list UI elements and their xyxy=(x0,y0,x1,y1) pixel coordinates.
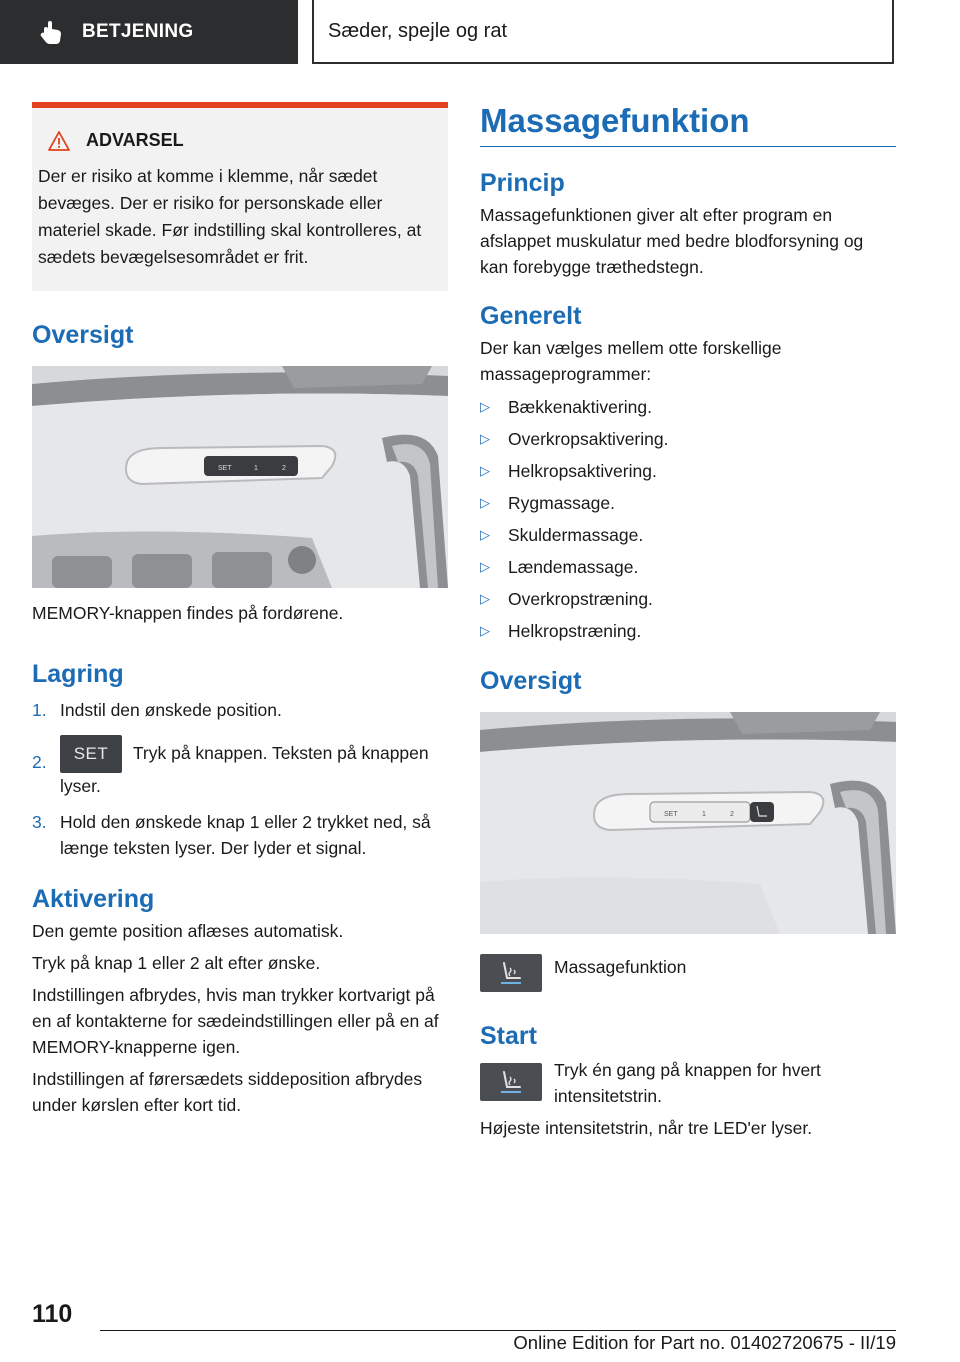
photo-set-label: SET xyxy=(218,465,232,472)
footer-rule xyxy=(100,1330,896,1331)
header-section-label: BETJENING xyxy=(82,21,194,42)
photo-button-2-label: 2 xyxy=(730,811,734,818)
step-item: 3. Hold den ønskede knap 1 eller 2 trykket ned, så længe teksten lyser. Der lyder et signal. xyxy=(32,812,431,858)
triangle-bullet-icon: ▷ xyxy=(480,527,490,542)
triangle-bullet-icon: ▷ xyxy=(480,495,490,510)
aktivering-paragraph: Tryk på knap 1 eller 2 alt efter ønske. xyxy=(32,953,321,973)
oversigt-heading-right: Oversigt xyxy=(480,667,582,695)
step-item: 1. Indstil den ønskede position. xyxy=(32,700,282,720)
warning-triangle-icon xyxy=(48,131,70,151)
massage-program-list xyxy=(480,391,896,647)
left-column xyxy=(32,102,448,1118)
door-memory-photo xyxy=(32,366,448,588)
oversigt-heading: Oversigt xyxy=(32,321,134,349)
step-item: 2. SET Tryk på knappen. Teksten på knappen lyser. xyxy=(32,735,448,799)
triangle-bullet-icon: ▷ xyxy=(480,431,490,446)
generelt-text: Der kan vælges mellem otte forskellige massageprogrammer: xyxy=(480,338,782,384)
list-item: ▷ Overkropsaktivering. xyxy=(480,428,669,449)
legend-row xyxy=(480,954,896,992)
oversigt-caption: MEMORY-knappen findes på fordørene. xyxy=(32,603,344,623)
aktivering-paragraph: Indstillingen af førersædets siddeposition afbrydes under kørslen efter kort tid. xyxy=(32,1069,423,1115)
triangle-bullet-icon: ▷ xyxy=(480,591,490,606)
triangle-bullet-icon: ▷ xyxy=(480,623,490,638)
triangle-bullet-icon: ▷ xyxy=(480,559,490,574)
list-item: ▷ Overkropstræning. xyxy=(480,588,653,609)
triangle-bullet-icon: ▷ xyxy=(480,463,490,478)
start-note: Højeste intensitetstrin, når tre LED'er lyser. xyxy=(480,1118,813,1138)
list-item: ▷ Lændemassage. xyxy=(480,556,639,577)
massage-seat-icon xyxy=(480,1063,542,1101)
legend-label: Massagefunktion xyxy=(554,957,687,977)
list-item: ▷ Helkropstræning. xyxy=(480,620,642,641)
list-item: ▷ Bækkenaktivering. xyxy=(480,396,652,417)
page-number: 110 xyxy=(32,1300,73,1328)
princip-heading: Princip xyxy=(480,169,565,197)
aktivering-paragraph: Den gemte position aflæses automatisk. xyxy=(32,921,344,941)
hand-pointer-icon xyxy=(38,19,64,45)
warning-title: ADVARSEL xyxy=(48,130,438,151)
door-massage-photo xyxy=(480,712,896,934)
start-heading: Start xyxy=(480,1022,537,1050)
photo-button-2-label: 2 xyxy=(282,465,286,472)
header-chapter-label: Sæder, spejle og rat xyxy=(328,19,507,42)
warning-box xyxy=(32,102,448,291)
triangle-bullet-icon: ▷ xyxy=(480,399,490,414)
massage-seat-icon xyxy=(480,954,542,992)
generelt-heading: Generelt xyxy=(480,302,582,330)
lagring-heading: Lagring xyxy=(32,660,124,688)
right-column xyxy=(480,102,896,1141)
aktivering-heading: Aktivering xyxy=(32,885,155,913)
photo-button-1-label: 1 xyxy=(702,811,706,818)
footer-edition: Online Edition for Part no. 01402720675 - II/19 xyxy=(513,1332,896,1353)
photo-set-label: SET xyxy=(664,811,678,818)
photo-button-1-label: 1 xyxy=(254,465,258,472)
list-item: ▷ Helkropsaktivering. xyxy=(480,460,657,481)
princip-text: Massagefunktionen giver alt efter program en afslappet muskulatur med bedre blodforsyning og kan forebygge træthedstegn. xyxy=(480,205,864,277)
header-chapter-tab xyxy=(312,0,894,64)
massage-title: Massagefunktion xyxy=(480,102,896,147)
aktivering-paragraph: Indstillingen afbrydes, hvis man trykker kortvarigt på en af kontakterne for sædeindstillingen eller på en af MEMORY-knapperne igen. xyxy=(32,985,439,1057)
header-section-tab xyxy=(0,0,298,64)
lagring-steps xyxy=(32,697,448,861)
start-row xyxy=(480,1057,896,1109)
list-item: ▷ Skuldermassage. xyxy=(480,524,644,545)
start-text: Tryk én gang på knappen for hvert intensitetstrin. xyxy=(554,1060,821,1106)
list-item: ▷ Rygmassage. xyxy=(480,492,615,513)
warning-text: Der er risiko at komme i klemme, når sædet bevæges. Der er risiko for personskade eller materiel skade. Før indstilling skal kontrolleres, at sædets bevægelsesområdet er frit. xyxy=(38,166,422,267)
set-button-icon: SET xyxy=(60,735,122,773)
